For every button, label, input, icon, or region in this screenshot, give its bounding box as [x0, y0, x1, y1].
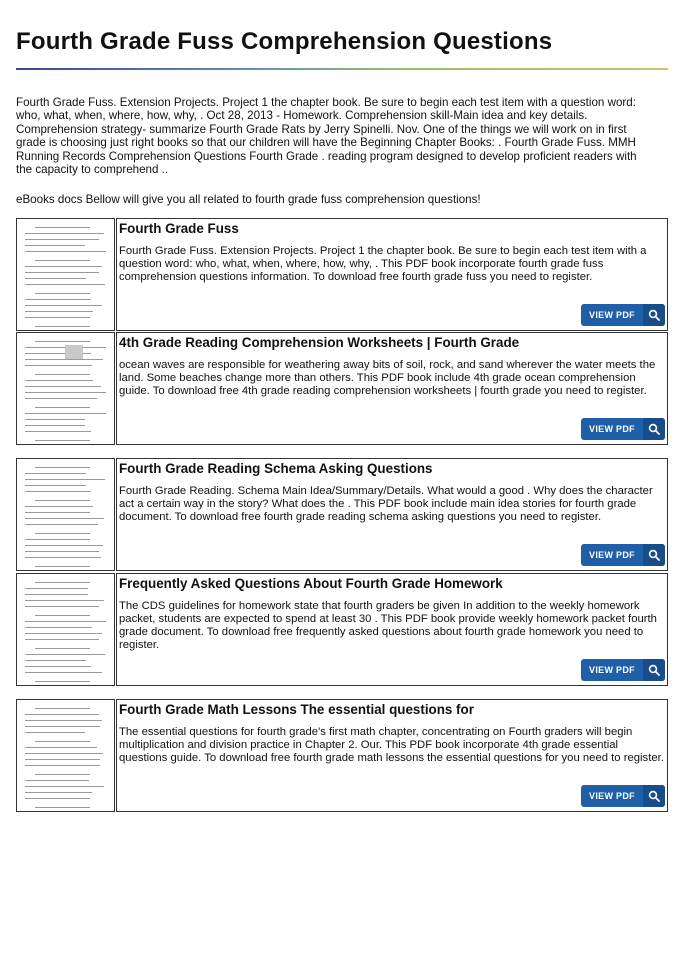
thumbnail-text-line — [25, 398, 97, 399]
thumbnail-text-line — [25, 539, 90, 540]
search-icon — [643, 418, 665, 440]
thumbnail-text-line — [25, 588, 88, 589]
thumbnail-text-line — [25, 551, 99, 552]
thumbnail-text-line — [25, 798, 90, 799]
result-content — [116, 573, 668, 686]
thumbnail-text-line — [35, 407, 90, 408]
thumbnail-text-line — [25, 473, 86, 474]
intro-paragraph: Fourth Grade Fuss. Extension Projects. Project 1 the chapter book. Be sure to begin each test item with a question word: who, what, when, where, how, why, . Oct 28, 2013 - Homework. Comprehension skill-Main idea and key details. Comprehension strategy- summarize Fourth Grade Rats by Jerry Spinelli. Nov. One of the things we will work on in first grade is choosing just right books so that our children will have the Beginning Chapter Books: . Fourth Grade Fuss. MMH Running Records Comprehension Questions Fourth Grade . reading program designed to develop proficient readers with the capacity to comprehend .. — [16, 96, 637, 177]
thumbnail-text-line — [25, 239, 99, 240]
view-pdf-button[interactable] — [581, 544, 665, 566]
thumbnail-text-line — [35, 260, 90, 261]
thumbnail-text-line — [25, 278, 86, 279]
view-pdf-label: VIEW PDF — [589, 791, 635, 801]
thumbnail-text-line — [25, 765, 100, 766]
thumbnail-text-line — [35, 741, 90, 742]
thumbnail-text-line — [35, 341, 90, 342]
view-pdf-button[interactable] — [581, 418, 665, 440]
thumbnail-text-line — [25, 233, 104, 234]
view-pdf-button[interactable] — [581, 304, 665, 326]
view-pdf-button[interactable] — [581, 785, 665, 807]
thumbnail-text-line — [25, 524, 98, 525]
thumbnail-text-line — [25, 639, 99, 640]
thumbnail-text-line — [35, 440, 90, 441]
thumbnail-text-line — [35, 467, 90, 468]
thumbnail-text-line — [25, 272, 99, 273]
search-icon — [643, 304, 665, 326]
search-icon — [643, 659, 665, 681]
thumbnail-text-line — [35, 708, 90, 709]
thumbnail-text-line — [25, 284, 105, 285]
thumbnail-text-line — [35, 681, 90, 682]
thumbnail-text-line — [35, 774, 90, 775]
result-entry — [16, 458, 668, 571]
thumbnail-text-line — [35, 648, 90, 649]
thumbnail-text-line — [25, 726, 100, 727]
thumbnail-text-line — [25, 759, 100, 760]
thumbnail-text-line — [25, 311, 93, 312]
thumbnail-text-line — [25, 545, 103, 546]
thumbnail-text-line — [25, 425, 85, 426]
document-thumbnail[interactable] — [16, 332, 115, 445]
thumbnail-text-line — [25, 720, 102, 721]
view-pdf-label: VIEW PDF — [589, 424, 635, 434]
result-content — [116, 458, 668, 571]
thumbnail-text-line — [25, 780, 89, 781]
result-content — [116, 218, 668, 331]
thumbnail-text-line — [25, 747, 97, 748]
thumbnail-text-line — [25, 633, 102, 634]
thumbnail-text-line — [25, 386, 101, 387]
thumbnail-text-line — [25, 251, 106, 252]
thumbnail-text-line — [25, 672, 102, 673]
thumbnail-text-line — [35, 500, 90, 501]
result-entry — [16, 218, 668, 331]
thumbnail-text-line — [25, 654, 105, 655]
result-entry — [16, 573, 668, 686]
thumbnail-text-line — [35, 533, 90, 534]
thumbnail-text-line — [25, 245, 85, 246]
tagline: eBooks docs Bellow will give you all related to fourth grade fuss comprehension questions! — [16, 193, 481, 206]
thumbnail-text-line — [25, 380, 93, 381]
thumbnail-text-line — [35, 293, 90, 294]
thumbnail-text-line — [35, 807, 90, 808]
view-pdf-label: VIEW PDF — [589, 665, 635, 675]
thumbnail-text-line — [25, 714, 99, 715]
thumbnail-text-line — [25, 485, 86, 486]
result-title[interactable]: Fourth Grade Fuss — [119, 221, 239, 236]
thumbnail-text-line — [35, 582, 90, 583]
thumbnail-text-line — [35, 374, 90, 375]
thumbnail-text-line — [25, 627, 92, 628]
result-description: Fourth Grade Reading. Schema Main Idea/Summary/Details. What would a good . Why does the character act a certain way in the story? What does the . This PDF book include main idea stories for fourth grade document. To download free fourth grade reading schema asking questions you need to register. — [119, 485, 653, 523]
thumbnail-text-line — [35, 566, 90, 567]
result-title[interactable]: 4th Grade Reading Comprehension Worksheets | Fourth Grade — [119, 335, 520, 350]
thumbnail-text-line — [25, 299, 91, 300]
thumbnail-text-line — [25, 732, 85, 733]
result-description: Fourth Grade Fuss. Extension Projects. Project 1 the chapter book. Be sure to begin each test item with a question word: who, what, when, where, how, why, . This PDF book incorporate fourth grade fuss comprehension questions information. To download free fourth grade fuss you need to register. — [119, 245, 647, 283]
thumbnail-text-line — [25, 479, 105, 480]
thumbnail-text-line — [25, 594, 88, 595]
document-thumbnail[interactable] — [16, 573, 115, 686]
result-description: The essential questions for fourth grade's first math chapter, concentrating on Fourth graders will begin multiplication and division practice in Chapter 2. Our. This PDF book incorporate 4th grade essential questions guide. To download free fourth grade math lessons the essential questions for you need to register. — [119, 726, 664, 764]
title-divider — [16, 68, 668, 70]
thumbnail-text-line — [25, 666, 91, 667]
thumbnail-text-line — [25, 491, 91, 492]
result-title[interactable]: Fourth Grade Math Lessons The essential questions for — [119, 702, 474, 717]
thumbnail-text-line — [25, 413, 106, 414]
thumbnail-text-line — [25, 305, 102, 306]
thumbnail-text-line — [25, 606, 99, 607]
result-description: The CDS guidelines for homework state that fourth graders be given In addition to the weekly homework packet, students are expected to spend at least 30 . This PDF book provide weekly homework packet fourth grade document. To download free frequently asked questions about fourth grade homework you need to register. — [119, 600, 657, 651]
thumbnail-text-line — [35, 326, 90, 327]
thumbnail-text-line — [35, 615, 90, 616]
search-icon — [643, 544, 665, 566]
thumbnail-text-line — [25, 600, 104, 601]
result-content — [116, 699, 668, 812]
thumbnail-text-line — [25, 266, 102, 267]
thumbnail-image — [65, 345, 83, 359]
document-thumbnail[interactable] — [16, 699, 115, 812]
result-content — [116, 332, 668, 445]
thumbnail-text-line — [25, 786, 104, 787]
thumbnail-text-line — [25, 431, 91, 432]
thumbnail-text-line — [25, 792, 92, 793]
thumbnail-text-line — [25, 660, 86, 661]
thumbnail-text-line — [25, 506, 93, 507]
result-entry — [16, 332, 668, 445]
page-title: Fourth Grade Fuss Comprehension Questions — [16, 28, 553, 55]
result-title[interactable]: Frequently Asked Questions About Fourth Grade Homework — [119, 576, 503, 591]
view-pdf-label: VIEW PDF — [589, 550, 635, 560]
document-thumbnail[interactable] — [16, 458, 115, 571]
result-entry — [16, 699, 668, 812]
thumbnail-text-line — [25, 365, 92, 366]
search-icon — [643, 785, 665, 807]
view-pdf-label: VIEW PDF — [589, 310, 635, 320]
view-pdf-button[interactable] — [581, 659, 665, 681]
thumbnail-text-line — [25, 753, 103, 754]
thumbnail-text-line — [25, 317, 90, 318]
thumbnail-text-line — [25, 557, 101, 558]
thumbnail-text-line — [25, 392, 106, 393]
thumbnail-text-line — [35, 227, 90, 228]
thumbnail-text-line — [25, 621, 106, 622]
result-title[interactable]: Fourth Grade Reading Schema Asking Questions — [119, 461, 433, 476]
thumbnail-text-line — [25, 518, 104, 519]
result-description: ocean waves are responsible for weathering away bits of soil, rock, and sand wherever the water meets the land. Some beaches change more than others. This PDF book include 4th grade ocean comprehension guide. To download free 4th grade reading comprehension worksheets | fourth grade you need to register. — [119, 359, 656, 397]
thumbnail-text-line — [25, 419, 85, 420]
thumbnail-text-line — [25, 512, 90, 513]
document-thumbnail[interactable] — [16, 218, 115, 331]
thumbnail-text-line — [25, 359, 103, 360]
